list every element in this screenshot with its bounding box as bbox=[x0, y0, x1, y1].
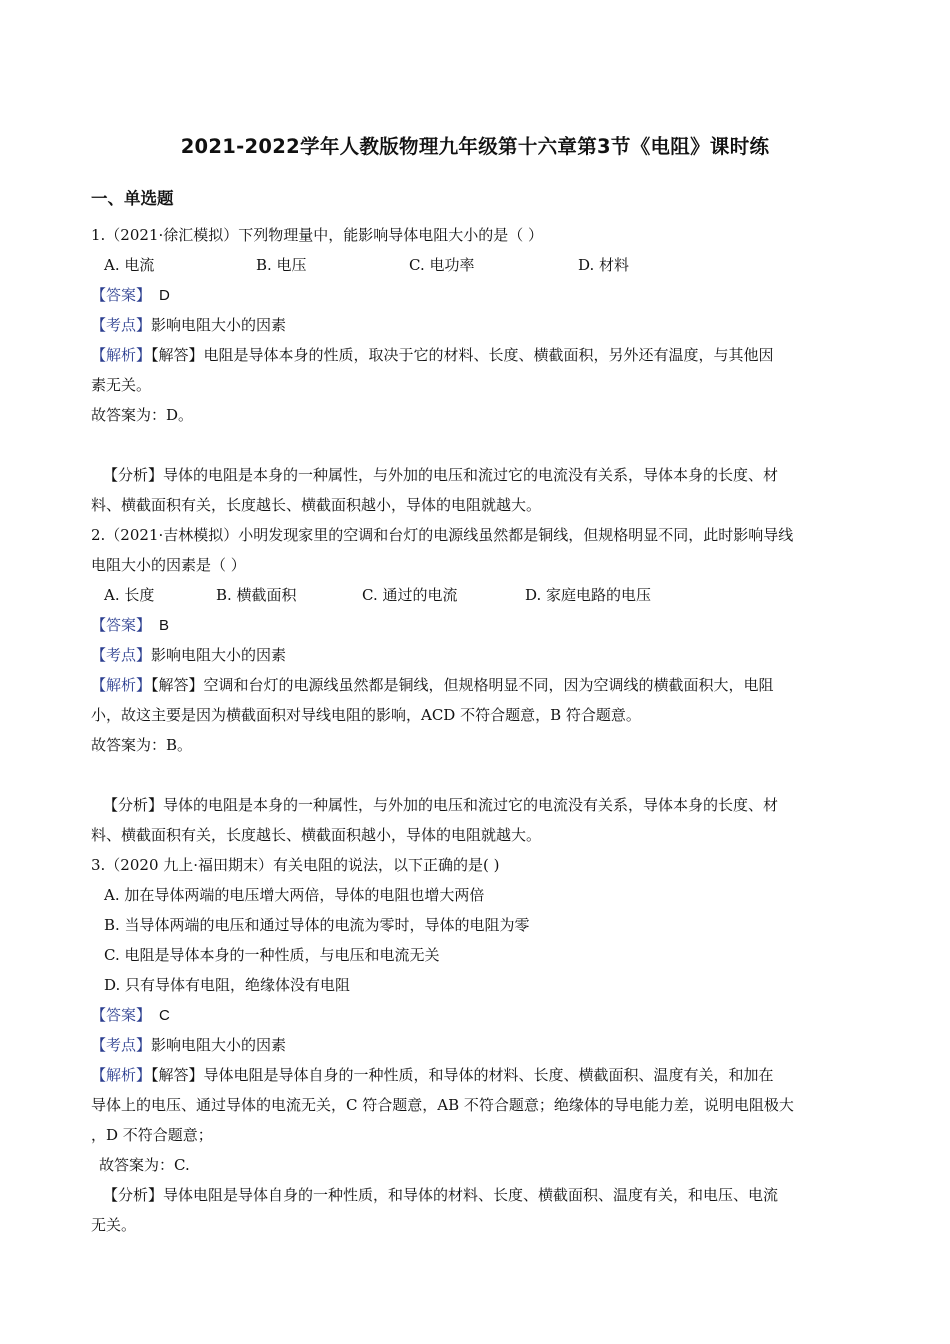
analysis-label: 【解析】 bbox=[91, 346, 152, 364]
point-value: 影响电阻大小的因素 bbox=[151, 316, 287, 334]
answer-value: D bbox=[159, 287, 170, 304]
question-1-option-d: D. 材料 bbox=[578, 256, 630, 274]
analysis-text: 【解答】空调和台灯的电源线虽然都是铜线，但规格明显不同，因为空调线的横截面积大，电阻 bbox=[151, 676, 774, 694]
analysis-conclusion: 故答案为：C. bbox=[99, 1156, 190, 1174]
question-2-analysis bbox=[91, 675, 774, 695]
question-2-option-a: A. 长度 bbox=[104, 586, 155, 604]
analysis-label: 【解析】 bbox=[91, 676, 152, 694]
answer-value: C bbox=[159, 1007, 170, 1024]
question-1-answer bbox=[91, 285, 170, 306]
answer-label: 【答案】 bbox=[91, 1006, 152, 1024]
question-2-option-d: D. 家庭电路的电压 bbox=[525, 586, 652, 604]
answer-label: 【答案】 bbox=[91, 286, 152, 304]
answer-label: 【答案】 bbox=[91, 616, 152, 634]
question-1-point bbox=[91, 315, 286, 335]
question-1-option-a: A. 电流 bbox=[104, 256, 155, 274]
question-3-answer bbox=[91, 1005, 170, 1026]
question-1-fenxi-continuation: 料、横截面积有关，长度越长、横截面积越小，导体的电阻就越大。 bbox=[91, 496, 542, 514]
question-2-stem: 2.（2021·吉林模拟）小明发现家里的空调和台灯的电源线虽然都是铜线，但规格明显不同，此时影响导线 bbox=[91, 526, 794, 544]
analysis-text: 【解答】电阻是导体本身的性质，取决于它的材料、长度、横截面积，另外还有温度，与其他因 bbox=[151, 346, 774, 364]
analysis-continuation: 导体上的电压、通过导体的电流无关，C 符合题意，AB 不符合题意；绝缘体的导电能力差，说明电阻极大 bbox=[91, 1096, 794, 1114]
analysis-conclusion: 故答案为：D。 bbox=[91, 406, 194, 424]
question-3-option-a: A. 加在导体两端的电压增大两倍，导体的电阻也增大两倍 bbox=[104, 886, 485, 904]
question-3-option-b: B. 当导体两端的电压和通过导体的电流为零时，导体的电阻为零 bbox=[104, 916, 530, 934]
analysis-conclusion: 故答案为：B。 bbox=[91, 736, 193, 754]
point-label: 【考点】 bbox=[91, 1036, 152, 1054]
question-1-analysis bbox=[91, 345, 774, 365]
analysis-continuation: 小，故这主要是因为横截面积对导线电阻的影响，ACD 不符合题意，B 符合题意。 bbox=[91, 706, 641, 724]
question-3-option-c: C. 电阻是导体本身的一种性质，与电压和电流无关 bbox=[104, 946, 440, 964]
question-1-fenxi: 【分析】导体的电阻是本身的一种属性，与外加的电压和流过它的电流没有关系，导体本身的长度、材 bbox=[103, 466, 779, 484]
question-1-option-c: C. 电功率 bbox=[409, 256, 475, 274]
question-2-answer bbox=[91, 615, 169, 636]
point-label: 【考点】 bbox=[91, 646, 152, 664]
section-heading: 一、单选题 bbox=[91, 189, 174, 208]
point-label: 【考点】 bbox=[91, 316, 152, 334]
question-3-analysis bbox=[91, 1065, 774, 1085]
question-2-option-b: B. 横截面积 bbox=[216, 586, 297, 604]
analysis-label: 【解析】 bbox=[91, 1066, 152, 1084]
question-1-option-b: B. 电压 bbox=[256, 256, 307, 274]
point-value: 影响电阻大小的因素 bbox=[151, 1036, 287, 1054]
question-3-fenxi-continuation: 无关。 bbox=[91, 1216, 137, 1234]
question-2-stem-continuation: 电阻大小的因素是（ ） bbox=[91, 556, 246, 574]
question-3-point bbox=[91, 1035, 286, 1055]
analysis-continuation: 素无关。 bbox=[91, 376, 152, 394]
question-2-option-c: C. 通过的电流 bbox=[362, 586, 458, 604]
question-1-stem: 1.（2021·徐汇模拟）下列物理量中，能影响导体电阻大小的是（ ） bbox=[91, 226, 544, 244]
question-2-point bbox=[91, 645, 286, 665]
document-title: 2021-2022学年人教版物理九年级第十六章第3节《电阻》课时练 bbox=[180, 135, 770, 158]
analysis-text: 【解答】导体电阻是导体自身的一种性质，和导体的材料、长度、横截面积、温度有关，和加在 bbox=[151, 1066, 774, 1084]
question-3-fenxi: 【分析】导体电阻是导体自身的一种性质，和导体的材料、长度、横截面积、温度有关，和电压、电流 bbox=[103, 1186, 779, 1204]
question-2-fenxi: 【分析】导体的电阻是本身的一种属性，与外加的电压和流过它的电流没有关系，导体本身的长度、材 bbox=[103, 796, 779, 814]
question-2-fenxi-continuation: 料、横截面积有关，长度越长、横截面积越小，导体的电阻就越大。 bbox=[91, 826, 542, 844]
question-3-option-d: D. 只有导体有电阻，绝缘体没有电阻 bbox=[104, 976, 351, 994]
answer-value: B bbox=[159, 617, 170, 634]
question-3-stem: 3.（2020 九上·福田期末）有关电阻的说法，以下正确的是( ) bbox=[91, 856, 500, 874]
analysis-continuation: ，D 不符合题意； bbox=[91, 1126, 213, 1144]
point-value: 影响电阻大小的因素 bbox=[151, 646, 287, 664]
